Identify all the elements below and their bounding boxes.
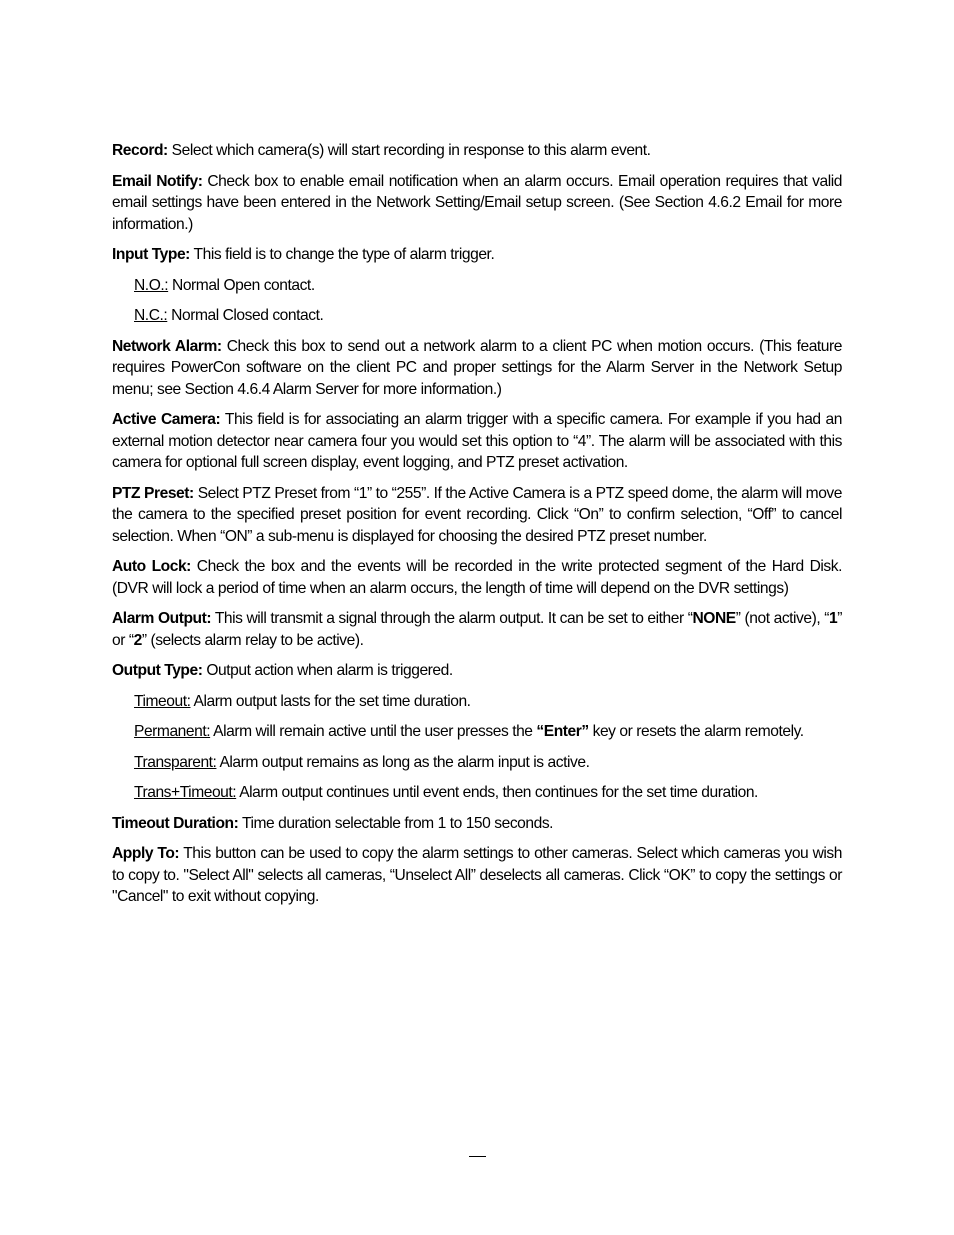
option-term: Timeout: bbox=[134, 692, 191, 710]
alarm-output-relay-2-value: 2 bbox=[133, 631, 142, 649]
alarm-output-relay-1-value: 1 bbox=[829, 610, 838, 627]
option-term: Trans+Timeout: bbox=[134, 784, 237, 801]
manual-body bbox=[112, 140, 842, 917]
option-term: N.C.: bbox=[134, 307, 168, 324]
ptz-preset-paragraph bbox=[112, 483, 842, 548]
network-alarm-text: Check this box to send out a network alarm to a client PC when motion occurs. (This feature requires PowerCon software on the client PC and proper settings for the Alarm Server in the Network Setup menu; see Section 4.6.4 Alarm Server for more information.) bbox=[112, 337, 842, 398]
apply-to-paragraph bbox=[112, 843, 842, 908]
timeout-duration-term: Timeout Duration: bbox=[112, 814, 239, 832]
email-notify-text: Check box to enable email notification when an alarm occurs. Email operation requires that valid email settings have been entered in the Network Setting/Email setup screen. (See Section 4.6.2 Email for more information.) bbox=[112, 172, 842, 233]
ptz-preset-term: PTZ Preset: bbox=[112, 484, 194, 502]
output-type-option-permanent bbox=[134, 721, 842, 743]
option-text: Alarm output continues until event ends, then continues for the set time duration. bbox=[236, 784, 758, 801]
alarm-output-term: Alarm Output: bbox=[112, 610, 212, 627]
option-text: Alarm output remains as long as the alarm input is active. bbox=[216, 753, 590, 771]
alarm-output-text: ” (selects alarm relay to be active). bbox=[141, 631, 364, 649]
input-type-option-nc bbox=[134, 305, 842, 327]
option-text: Normal Closed contact. bbox=[167, 307, 324, 324]
output-type-text: Output action when alarm is triggered. bbox=[202, 662, 453, 679]
record-term: Record: bbox=[112, 142, 168, 159]
input-type-text: This field is to change the type of alarm trigger. bbox=[189, 246, 495, 263]
timeout-duration-paragraph bbox=[112, 813, 842, 835]
input-type-option-no bbox=[134, 275, 842, 297]
input-type-term: Input Type: bbox=[112, 246, 190, 263]
page-number-line bbox=[469, 1146, 486, 1157]
apply-to-term: Apply To: bbox=[112, 845, 180, 862]
option-term: Permanent: bbox=[134, 723, 211, 740]
active-camera-term: Active Camera: bbox=[112, 411, 221, 428]
option-text: Alarm will remain active until the user presses the bbox=[210, 723, 537, 740]
auto-lock-paragraph bbox=[112, 556, 842, 599]
enter-key-label: “Enter” bbox=[536, 723, 589, 740]
alarm-output-text: ” (not active), “ bbox=[735, 610, 830, 627]
ptz-preset-text: Select PTZ Preset from “1” to “255”. If the Active Camera is a PTZ speed dome, the alarm will move the camera to the specified preset position for event recording. Click “On” to confirm selection, “Off” to cancel selection. When “ON” a sub-menu is displayed for choosing the desired PTZ preset number. bbox=[112, 484, 842, 545]
output-type-option-trans-timeout bbox=[134, 782, 842, 804]
network-alarm-term: Network Alarm: bbox=[112, 337, 222, 355]
alarm-output-text: ” or “ bbox=[112, 610, 842, 649]
active-camera-paragraph bbox=[112, 409, 842, 474]
email-notify-paragraph bbox=[112, 171, 842, 236]
output-type-option-transparent bbox=[134, 752, 842, 774]
output-type-term: Output Type: bbox=[112, 662, 203, 679]
option-term: N.O.: bbox=[134, 276, 169, 294]
output-type-option-timeout bbox=[134, 691, 842, 713]
timeout-duration-text: Time duration selectable from 1 to 150 seconds. bbox=[238, 814, 554, 832]
auto-lock-text: Check the box and the events will be recorded in the write protected segment of the Hard Disk. (DVR will lock a period of time when an alarm occurs, the length of time will depend on the DVR settings) bbox=[112, 558, 842, 597]
option-term: Transparent: bbox=[134, 753, 217, 771]
record-paragraph bbox=[112, 140, 842, 162]
auto-lock-term: Auto Lock: bbox=[112, 558, 191, 575]
alarm-output-paragraph bbox=[112, 608, 842, 651]
record-text: Select which camera(s) will start recording in response to this alarm event. bbox=[167, 142, 651, 159]
active-camera-text: This field is for associating an alarm trigger with a specific camera. For example if you had an external motion detector near camera four you would set this option to “4”. The alarm will be associated with this camera for optional full screen display, event logging, and PTZ preset activation. bbox=[112, 411, 842, 471]
input-type-paragraph bbox=[112, 244, 842, 266]
alarm-output-none-value: NONE bbox=[692, 610, 736, 627]
option-text: Normal Open contact. bbox=[168, 276, 315, 294]
option-text: Alarm output lasts for the set time duration. bbox=[190, 692, 471, 710]
output-type-paragraph bbox=[112, 660, 842, 682]
network-alarm-paragraph bbox=[112, 336, 842, 401]
option-text: key or resets the alarm remotely. bbox=[588, 723, 804, 740]
alarm-output-text: This will transmit a signal through the alarm output. It can be set to either “ bbox=[211, 610, 693, 627]
apply-to-text: This button can be used to copy the alarm settings to other cameras. Select which cameras you wish to copy to. "Select All" selects all cameras, “Unselect All” deselects all cameras. Click “OK” to copy the settings or "Cancel" to exit without copying. bbox=[112, 845, 843, 905]
email-notify-term: Email Notify: bbox=[112, 172, 203, 190]
